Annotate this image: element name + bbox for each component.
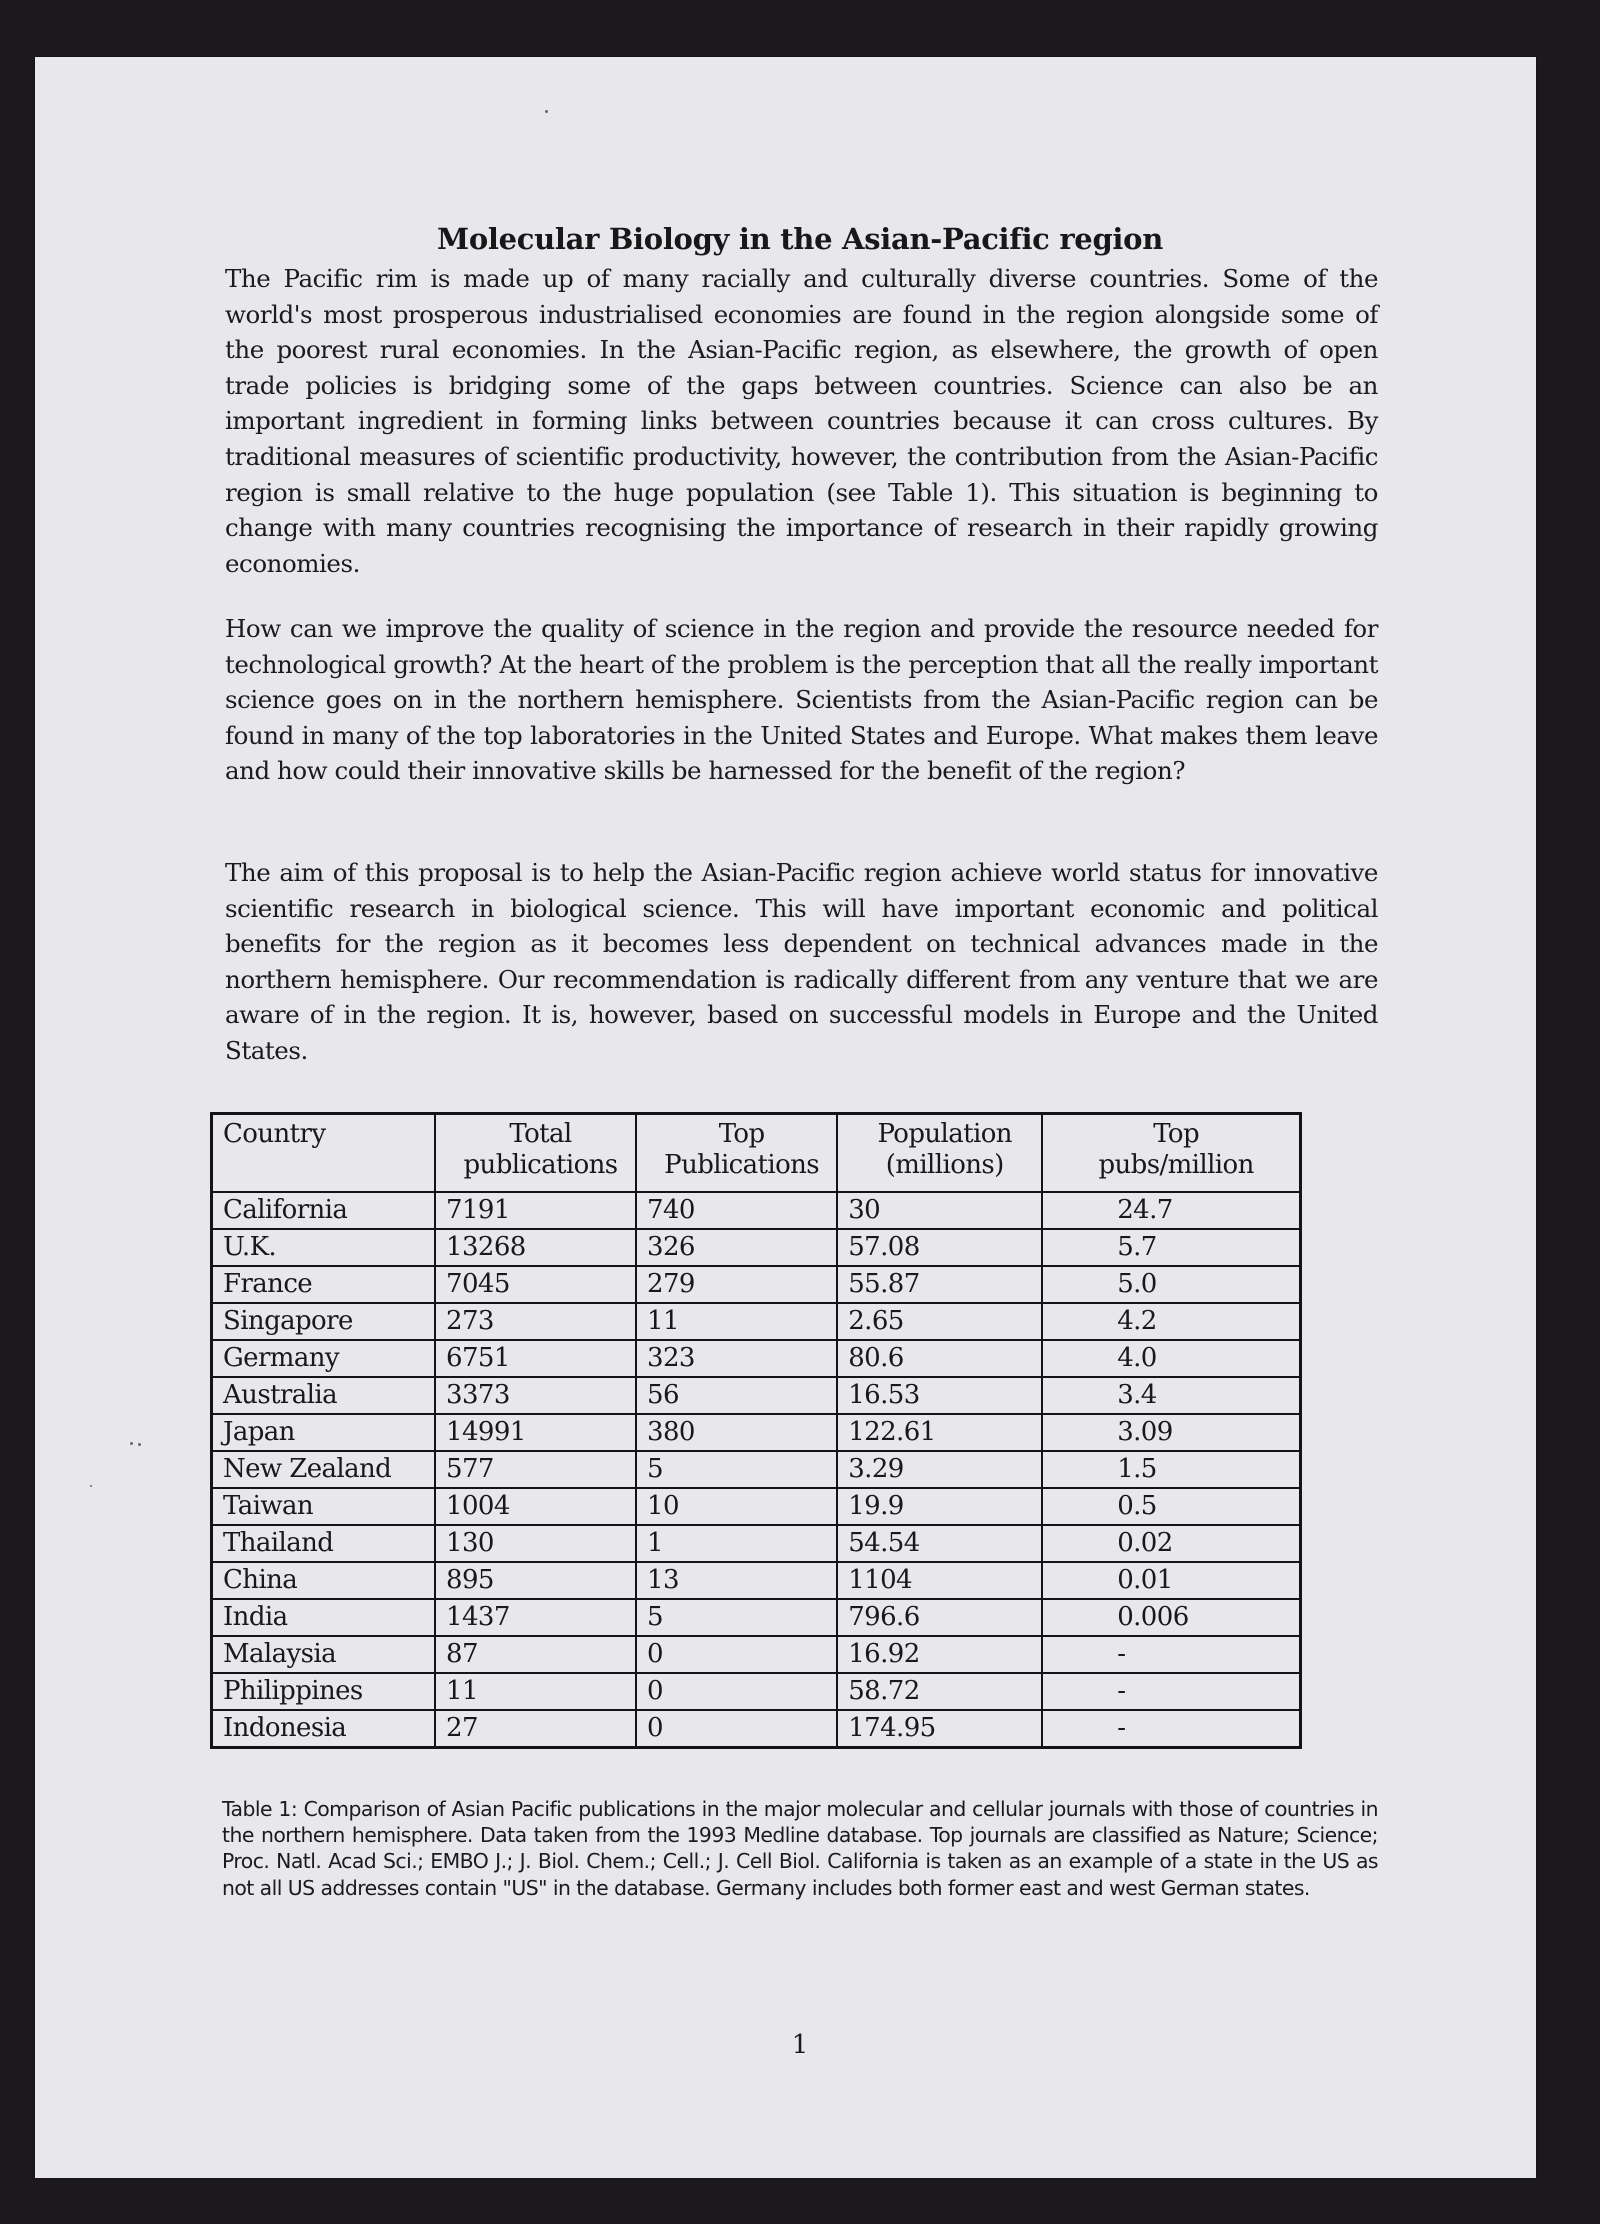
cell-total-publications: 895 — [435, 1562, 636, 1599]
cell-top-publications: 5 — [636, 1599, 837, 1636]
page-number: 1 — [791, 2030, 809, 2060]
cell-country: Singapore — [212, 1303, 436, 1340]
cell-top-publications: 323 — [636, 1340, 837, 1377]
cell-total-publications: 130 — [435, 1525, 636, 1562]
cell-country: China — [212, 1562, 436, 1599]
cell-top-publications: 11 — [636, 1303, 837, 1340]
cell-country: New Zealand — [212, 1451, 436, 1488]
cell-population: 796.6 — [837, 1599, 1042, 1636]
table-row — [212, 1525, 1301, 1562]
cell-top-publications: 380 — [636, 1414, 837, 1451]
cell-population: 174.95 — [837, 1710, 1042, 1748]
cell-population: 80.6 — [837, 1340, 1042, 1377]
table-row — [212, 1488, 1301, 1525]
paragraph-intro: The Pacific rim is made up of many racially and culturally diverse countries. Some of the world's most prosperous industrialised economies are found in the region alongside some of the poorest rural economies. In the Asian-Pacific region, as elsewhere, the growth of open trade policies is bridging some of the gaps between countries. Science can also be an important ingredient in forming links between countries because it can cross cultures. By traditional measures of scientific productivity, however, the contribution from the Asian-Pacific region is small relative to the huge population (see Table 1). This situation is beginning to change with many countries recognising the importance of research in their rapidly growing economies. — [225, 264, 1378, 578]
cell-total-publications: 6751 — [435, 1340, 636, 1377]
cell-population: 122.61 — [837, 1414, 1042, 1451]
table-row — [212, 1599, 1301, 1636]
cell-population: 30 — [837, 1192, 1042, 1229]
cell-country: Philippines — [212, 1673, 436, 1710]
cell-country: France — [212, 1266, 436, 1303]
table-row — [212, 1303, 1301, 1340]
cell-population: 3.29 — [837, 1451, 1042, 1488]
cell-total-publications: 7045 — [435, 1266, 636, 1303]
header-top-pubs-per-million: Top pubs/million — [1042, 1114, 1300, 1193]
table-row — [212, 1229, 1301, 1266]
table-row — [212, 1710, 1301, 1748]
cell-top-pubs-per-million: 3.09 — [1042, 1414, 1300, 1451]
cell-total-publications: 3373 — [435, 1377, 636, 1414]
cell-top-pubs-per-million: 24.7 — [1042, 1192, 1300, 1229]
cell-top-pubs-per-million: 4.0 — [1042, 1340, 1300, 1377]
stray-mark — [90, 1485, 92, 1487]
cell-total-publications: 14991 — [435, 1414, 636, 1451]
cell-country: Thailand — [212, 1525, 436, 1562]
stray-mark — [130, 1442, 133, 1445]
cell-top-pubs-per-million: 0.01 — [1042, 1562, 1300, 1599]
paragraph-proposal-aim: The aim of this proposal is to help the Asian-Pacific region achieve world status for innovative scientific research in biological science. This will have important economic and political benefits for the region as it becomes less dependent on technical advances made in the northern hemisphere. Our recommendation is radically different from any venture that we are aware of in the region. It is, however, based on successful models in Europe and the United States. — [225, 858, 1378, 1065]
cell-country: India — [212, 1599, 436, 1636]
cell-country: U.K. — [212, 1229, 436, 1266]
header-population: Population (millions) — [837, 1114, 1042, 1193]
cell-top-publications: 740 — [636, 1192, 837, 1229]
cell-population: 54.54 — [837, 1525, 1042, 1562]
cell-top-publications: 279 — [636, 1266, 837, 1303]
cell-top-pubs-per-million: 3.4 — [1042, 1377, 1300, 1414]
table-row — [212, 1673, 1301, 1710]
stray-mark — [545, 110, 548, 113]
cell-total-publications: 7191 — [435, 1192, 636, 1229]
cell-top-publications: 0 — [636, 1636, 837, 1673]
cell-population: 57.08 — [837, 1229, 1042, 1266]
stray-mark — [138, 1443, 141, 1446]
cell-total-publications: 273 — [435, 1303, 636, 1340]
cell-total-publications: 13268 — [435, 1229, 636, 1266]
cell-top-pubs-per-million: - — [1042, 1636, 1300, 1673]
cell-top-pubs-per-million: - — [1042, 1710, 1300, 1748]
cell-country: Japan — [212, 1414, 436, 1451]
table-row — [212, 1266, 1301, 1303]
table-row — [212, 1340, 1301, 1377]
cell-population: 16.53 — [837, 1377, 1042, 1414]
document-title: Molecular Biology in the Asian-Pacific region — [437, 222, 1163, 256]
cell-top-pubs-per-million: - — [1042, 1673, 1300, 1710]
cell-population: 58.72 — [837, 1673, 1042, 1710]
cell-top-pubs-per-million: 1.5 — [1042, 1451, 1300, 1488]
cell-top-publications: 326 — [636, 1229, 837, 1266]
cell-top-publications: 5 — [636, 1451, 837, 1488]
cell-top-pubs-per-million: 4.2 — [1042, 1303, 1300, 1340]
table-row — [212, 1377, 1301, 1414]
cell-population: 19.9 — [837, 1488, 1042, 1525]
table-row — [212, 1414, 1301, 1451]
header-total-publications: Total publications — [435, 1114, 636, 1193]
cell-country: California — [212, 1192, 436, 1229]
cell-population: 2.65 — [837, 1303, 1042, 1340]
cell-total-publications: 1437 — [435, 1599, 636, 1636]
table-row — [212, 1451, 1301, 1488]
cell-total-publications: 1004 — [435, 1488, 636, 1525]
cell-population: 55.87 — [837, 1266, 1042, 1303]
cell-country: Australia — [212, 1377, 436, 1414]
cell-top-publications: 0 — [636, 1710, 837, 1748]
table-caption: Table 1: Comparison of Asian Pacific publications in the major molecular and cellular journals with those of countries in the northern hemisphere. Data taken from the 1993 Medline database. Top journals are classified as Nature; Science; Proc. Natl. Acad Sci.; EMBO J.; J. Biol. Chem.; Cell.; J. Cell Biol. California is taken as an example of a state in the US as not all US addresses contain "US" in the database. Germany includes both former east and west German states. — [222, 1797, 1378, 1900]
cell-top-publications: 10 — [636, 1488, 837, 1525]
cell-top-publications: 13 — [636, 1562, 837, 1599]
header-top-publications: Top Publications — [636, 1114, 837, 1193]
cell-population: 16.92 — [837, 1636, 1042, 1673]
table-row — [212, 1192, 1301, 1229]
cell-top-publications: 1 — [636, 1525, 837, 1562]
header-country: Country — [212, 1114, 436, 1193]
cell-total-publications: 11 — [435, 1673, 636, 1710]
cell-total-publications: 87 — [435, 1636, 636, 1673]
cell-total-publications: 27 — [435, 1710, 636, 1748]
cell-top-pubs-per-million: 5.7 — [1042, 1229, 1300, 1266]
table-header-row — [212, 1114, 1301, 1193]
cell-country: Indonesia — [212, 1710, 436, 1748]
publications-table — [210, 1112, 1302, 1749]
table-row — [212, 1562, 1301, 1599]
cell-country: Malaysia — [212, 1636, 436, 1673]
cell-country: Taiwan — [212, 1488, 436, 1525]
cell-top-pubs-per-million: 5.0 — [1042, 1266, 1300, 1303]
table-row — [212, 1636, 1301, 1673]
cell-country: Germany — [212, 1340, 436, 1377]
cell-top-pubs-per-million: 0.02 — [1042, 1525, 1300, 1562]
cell-top-pubs-per-million: 0.006 — [1042, 1599, 1300, 1636]
cell-total-publications: 577 — [435, 1451, 636, 1488]
cell-top-publications: 0 — [636, 1673, 837, 1710]
paragraph-question: How can we improve the quality of science in the region and provide the resource needed for technological growth? At the heart of the problem is the perception that all the really important science goes on in the northern hemisphere. Scientists from the Asian-Pacific region can be found in many of the top laboratories in the United States and Europe. What makes them leave and how could their innovative skills be harnessed for the benefit of the region? — [225, 614, 1378, 786]
cell-top-publications: 56 — [636, 1377, 837, 1414]
cell-top-pubs-per-million: 0.5 — [1042, 1488, 1300, 1525]
cell-population: 1104 — [837, 1562, 1042, 1599]
